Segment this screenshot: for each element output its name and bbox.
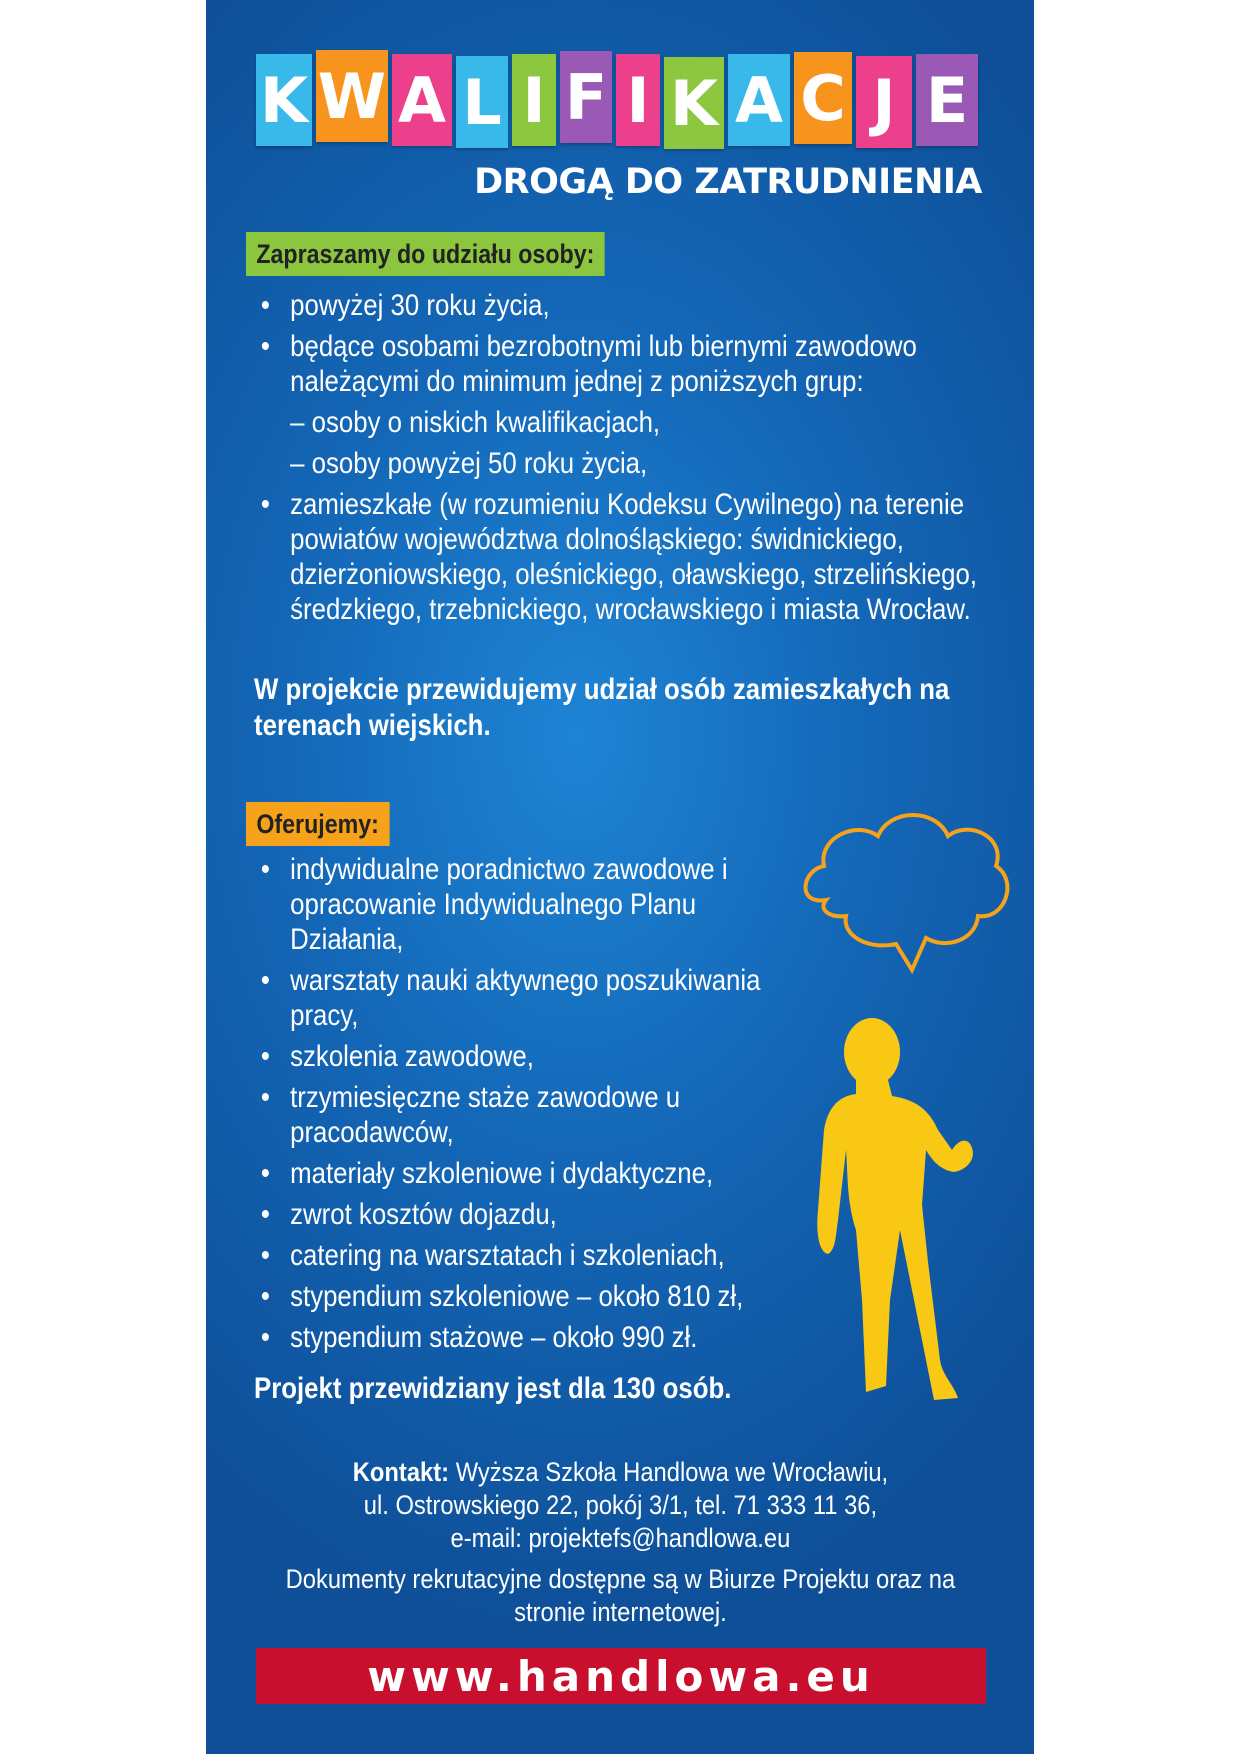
project-note: Projekt przewidziany jest dla 130 osób. — [254, 1372, 732, 1405]
list-item-text: zamieszkałe (w rozumieniu Kodeksu Cywilnego) na terenie powiatów województwa dolnośląskiego: świdnickiego, dzierżoniowskiego, oleśnickiego, oławskiego, strzelińskiego, średzkiego, trzebnickiego, wrocławskiego i miasta Wrocław. — [290, 488, 978, 626]
list-item: • materiały szkoleniowe i dydaktyczne, — [260, 1157, 714, 1190]
title-letter: F — [560, 51, 612, 143]
list-item-text: indywidualne poradnictwo zawodowe i opracowanie Indywidualnego Planu Działania, — [290, 853, 728, 956]
title-letter: A — [392, 54, 452, 146]
list-item-text: trzymiesięczne staże zawodowe u pracodawców, — [290, 1081, 681, 1149]
contact-email[interactable]: e-mail: projektefs@handlowa.eu — [450, 1523, 790, 1553]
invite-heading: Zapraszamy do udziału osoby: — [246, 232, 605, 276]
title-letter: A — [728, 54, 790, 146]
subtitle: DROGĄ DO ZATRUDNIENIA — [474, 162, 982, 202]
flyer-panel — [206, 0, 1034, 1754]
list-item-text: warsztaty nauki aktywnego poszukiwania pracy, — [290, 964, 761, 1032]
title-letter: E — [916, 54, 978, 146]
contact-section — [206, 1456, 1034, 1629]
title-letter: C — [794, 52, 852, 144]
title-letter: K — [256, 54, 312, 146]
list-item: • warsztaty nauki aktywnego poszukiwania pracy, — [260, 964, 761, 1032]
list-item-text: zwrot kosztów dojazdu, — [290, 1198, 557, 1231]
thought-cloud-icon — [805, 815, 1007, 970]
contact-address: ul. Ostrowskiego 22, pokój 3/1, tel. 71 333 11 36, — [363, 1490, 877, 1520]
list-item-text: catering na warsztatach i szkoleniach, — [290, 1239, 725, 1272]
list-item: • będące osobami bezrobotnymi lub biernymi zawodowo należącymi do minimum jednej z poniższych grup: — [260, 330, 917, 398]
sub-item: – osoby powyżej 50 roku życia, — [290, 447, 648, 480]
list-item-text: materiały szkoleniowe i dydaktyczne, — [290, 1157, 714, 1190]
contact-label: Kontakt: — [352, 1457, 449, 1487]
documents-note-2: stronie internetowej. — [513, 1597, 727, 1627]
title-letter: K — [664, 57, 724, 149]
rural-note: W projekcie przewidujemy udział osób zamieszkałych na terenach wiejskich. — [254, 673, 950, 742]
documents-note: Dokumenty rekrutacyjne dostępne są w Biurze Projektu oraz na — [285, 1564, 955, 1594]
list-item: • indywidualne poradnictwo zawodowe i opracowanie Indywidualnego Planu Działania, — [260, 853, 728, 956]
list-item: • zamieszkałe (w rozumieniu Kodeksu Cywilnego) na terenie powiatów województwa dolnośląskiego: świdnickiego, dzierżoniowskiego, oleśnickiego, oławskiego, strzelińskiego, średzkiego, trzebnickiego, wrocławskiego i miasta Wrocław. — [260, 488, 978, 626]
list-item: • catering na warsztatach i szkoleniach, — [260, 1239, 725, 1272]
list-item-text: stypendium szkoleniowe – około 810 zł, — [290, 1280, 744, 1313]
illustration — [206, 0, 1034, 1440]
list-item-text: powyżej 30 roku życia, — [290, 289, 550, 322]
list-item: • zwrot kosztów dojazdu, — [260, 1198, 557, 1231]
title-letter: I — [512, 54, 556, 146]
title-letter: J — [856, 56, 912, 148]
contact-institution: Wyższa Szkoła Handlowa we Wrocławiu, — [455, 1457, 888, 1487]
list-item: • stypendium stażowe – około 990 zł. — [260, 1321, 698, 1354]
title-letter: L — [456, 56, 508, 148]
list-item-text: stypendium stażowe – około 990 zł. — [290, 1321, 698, 1354]
offer-heading: Oferujemy: — [246, 802, 389, 846]
title-letter: I — [616, 54, 660, 146]
list-item-text: szkolenia zawodowe, — [290, 1040, 534, 1073]
list-item-text: będące osobami bezrobotnymi lub biernymi zawodowo należącymi do minimum jednej z poniższych grup: — [290, 330, 917, 398]
list-item: • stypendium szkoleniowe – około 810 zł, — [260, 1280, 744, 1313]
person-silhouette-icon — [817, 1018, 973, 1400]
title-letter: W — [316, 50, 388, 142]
list-item: • trzymiesięczne staże zawodowe u pracodawców, — [260, 1081, 681, 1149]
list-item: • szkolenia zawodowe, — [260, 1040, 534, 1073]
sub-item: – osoby o niskich kwalifikacjach, — [290, 406, 661, 439]
list-item: • powyżej 30 roku życia, — [260, 289, 550, 322]
website-link[interactable]: www.handlowa.eu — [256, 1648, 986, 1704]
